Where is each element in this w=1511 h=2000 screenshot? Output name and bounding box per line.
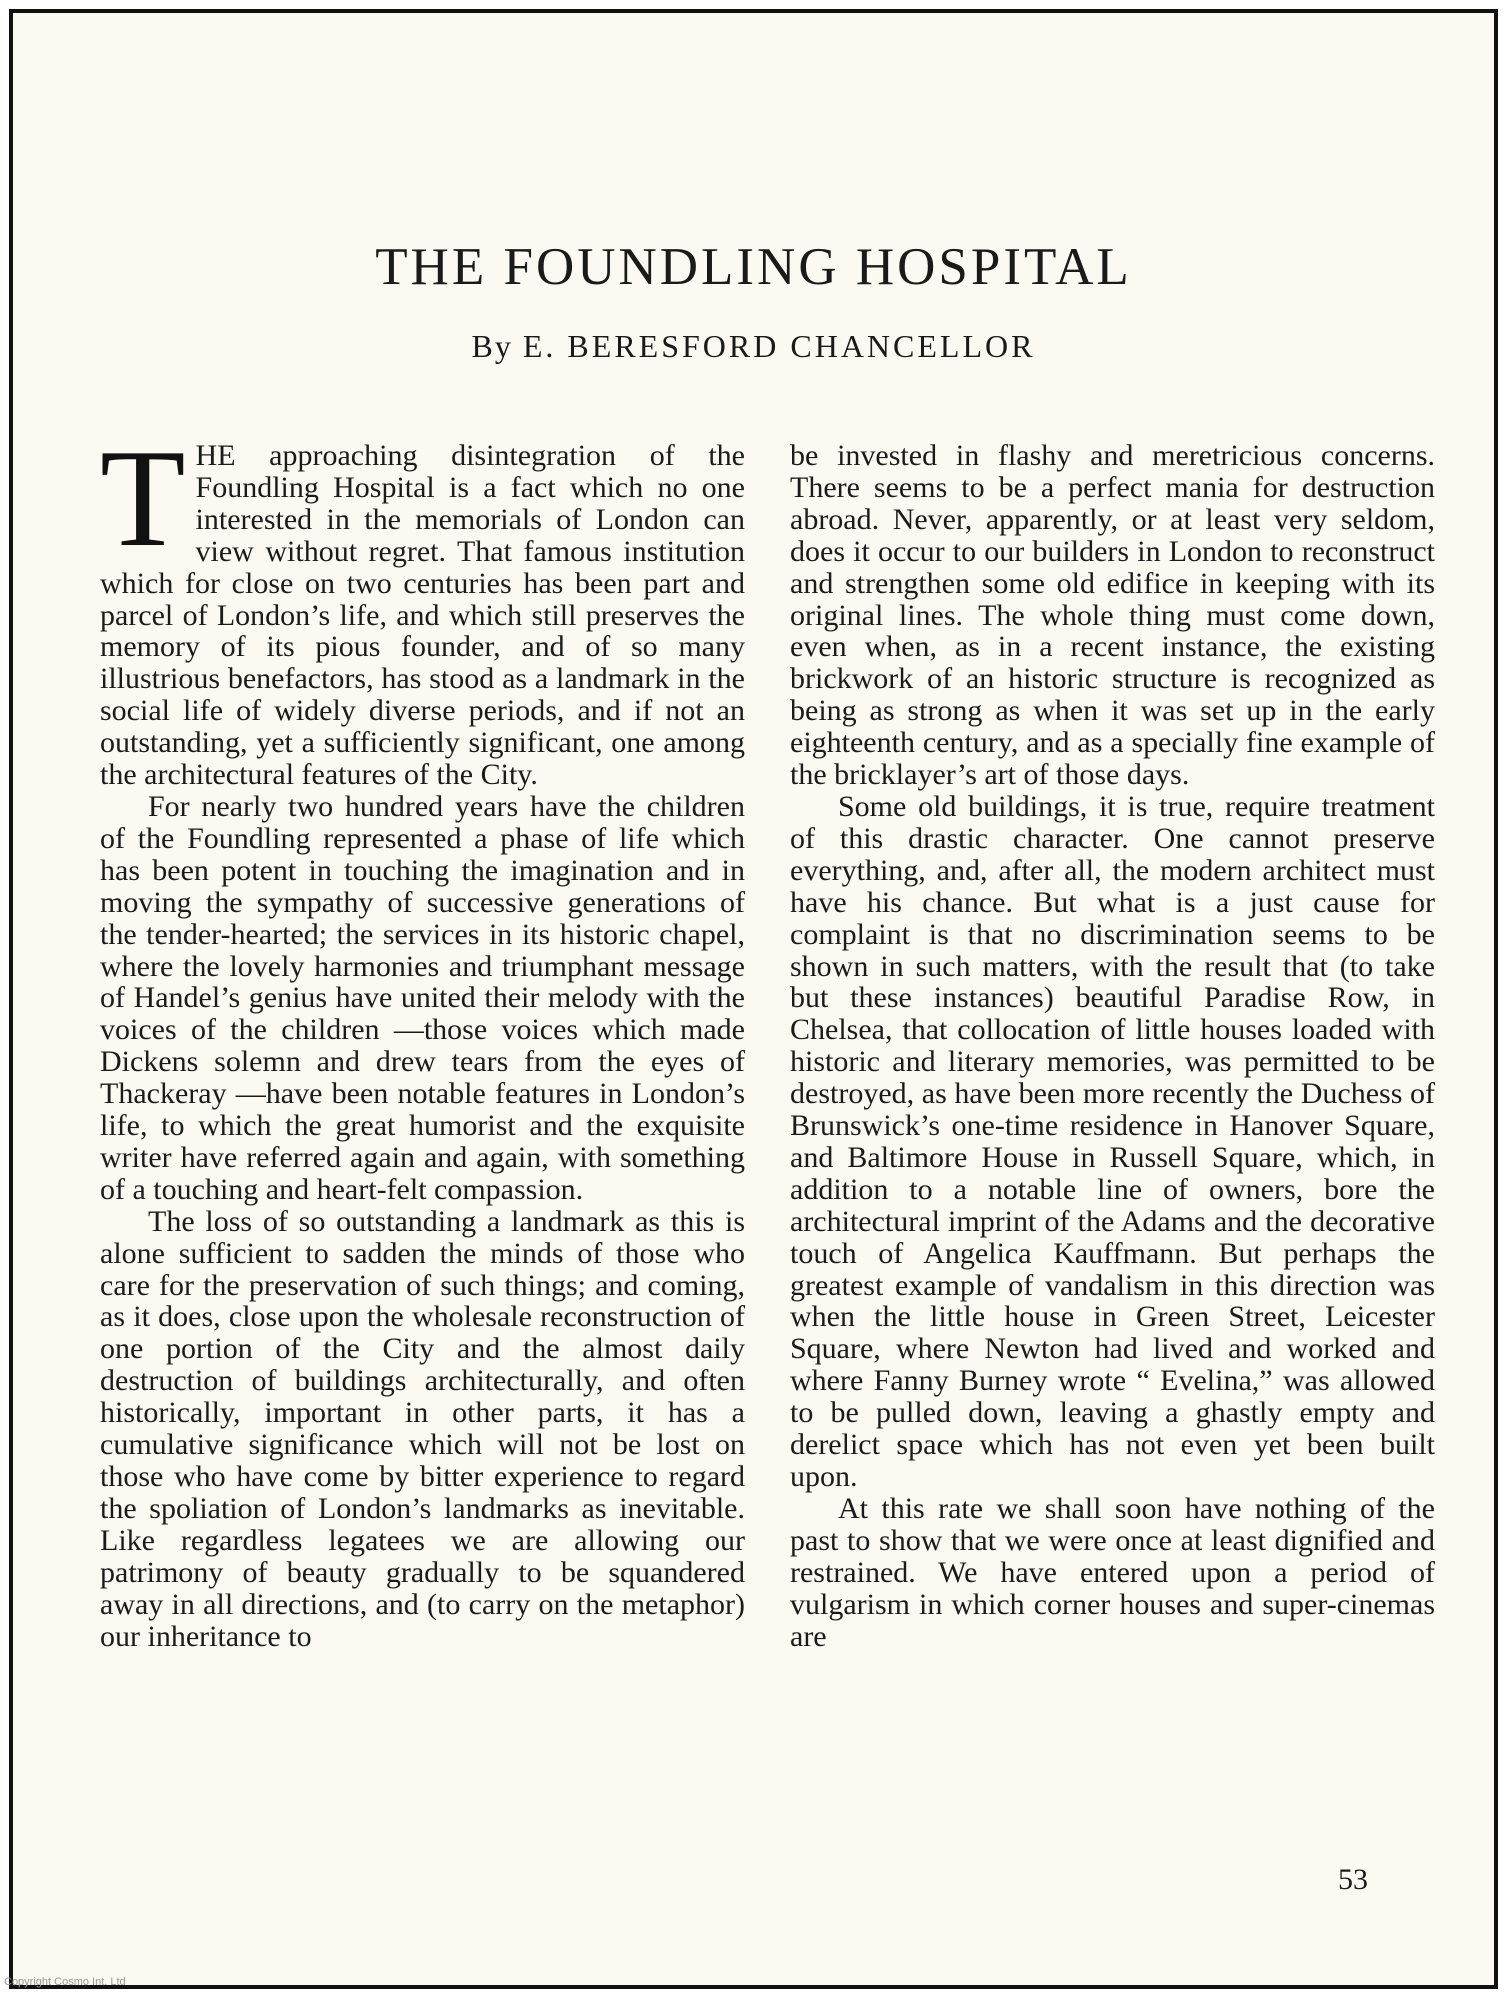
- paragraph: At this rate we shall soon have nothing of the past to show that we were once at least dignified and restrained. We have entered upon a period of vulgarism in which corner houses and super-cinemas are: [790, 1491, 1435, 1653]
- paragraph: For nearly two hundred years have the children of the Foundling represented a phase of life which has been potent in touching the imagination and in moving the sympathy of successive generations of the tender-hearted; the services in its historic chapel, where the lovely harmonies and triumphant message of Handel’s genius have united their melody with the voices of the children —those voices which made Dickens solemn and drew tears from the eyes of Thackeray —have been notable features in London’s life, to which the great humorist and the exquisite writer have referred again and again, with something of a touching and heart-felt compassion.: [100, 789, 745, 1206]
- author-name: E. BERESFORD CHANCELLOR: [522, 328, 1036, 364]
- page: [9, 9, 1498, 1989]
- byline-prefix: By: [471, 328, 513, 364]
- copyright-notice: Copyright Cosmo Int. Ltd: [4, 1976, 126, 1988]
- left-column: [100, 421, 745, 1653]
- paragraph: be invested in flashy and meretricious concerns. There seems to be a perfect mania for destruction abroad. Never, apparently, or at least very seldom, does it occur to our builders in London to reconstruct and strengthen some old edifice in keeping with its original lines. The whole thing must come down, even when, as in a recent instance, the existing brickwork of an historic structure is recognized as being as strong as when it was set up in the early eighteenth century, and as a specially fine example of the bricklayer’s art of those days.: [790, 439, 1435, 792]
- article-title: THE FOUNDLING HOSPITAL: [375, 238, 1132, 296]
- drop-cap: T: [100, 421, 186, 576]
- paragraph: The loss of so outstanding a landmark as this is alone sufficient to sadden the minds of those who care for the preservation of such things; and coming, as it does, close upon the wholesale reconstruction of one portion of the City and the almost daily destruction of buildings architecturally, and often historically, important in other parts, it has a cumulative significance which will not be lost on those who have come by bitter experience to regard the spoliation of London’s landmarks as inevitable. Like regardless legatees we are allowing our patrimony of beauty gradually to be squandered away in all directions, and (to carry on the metaphor) our inheritance to: [100, 1204, 745, 1653]
- paragraph: HE approaching disintegration of the Foundling Hospital is a fact which no one interested in the memorials of London can view without regret. That famous institution which for close on two centuries has been part and parcel of London’s life, and which still preserves the memory of its pious founder, and of so many illustrious benefactors, has stood as a landmark in the social life of widely diverse periods, and if not an outstanding, yet a sufficiently significant, one among the architectural features of the City.: [100, 439, 745, 792]
- page-number: 53: [1338, 1863, 1368, 1896]
- byline: [13, 328, 1494, 365]
- right-column: [790, 440, 1435, 1652]
- paragraph: Some old buildings, it is true, require treatment of this drastic character. One cannot preserve everything, and, after all, the modern architect must have his chance. But what is a just cause for complaint is that no discrimination seems to be shown in such matters, with the result that (to take but these instances) beautiful Paradise Row, in Chelsea, that collocation of little houses loaded with historic and literary memories, was permitted to be destroyed, as have been more recently the Duchess of Brunswick’s one-time residence in Hanover Square, and Baltimore House in Russell Square, which, in addition to a notable line of owners, bore the architectural imprint of the Adams and the decorative touch of Angelica Kauffmann. But perhaps the greatest example of vandalism in this direction was when the little house in Green Street, Leicester Square, where Newton had lived and worked and where Fanny Burney wrote “ Evelina,” was allowed to be pulled down, leaving a ghastly empty and derelict space which has not even yet been built upon.: [790, 789, 1435, 1493]
